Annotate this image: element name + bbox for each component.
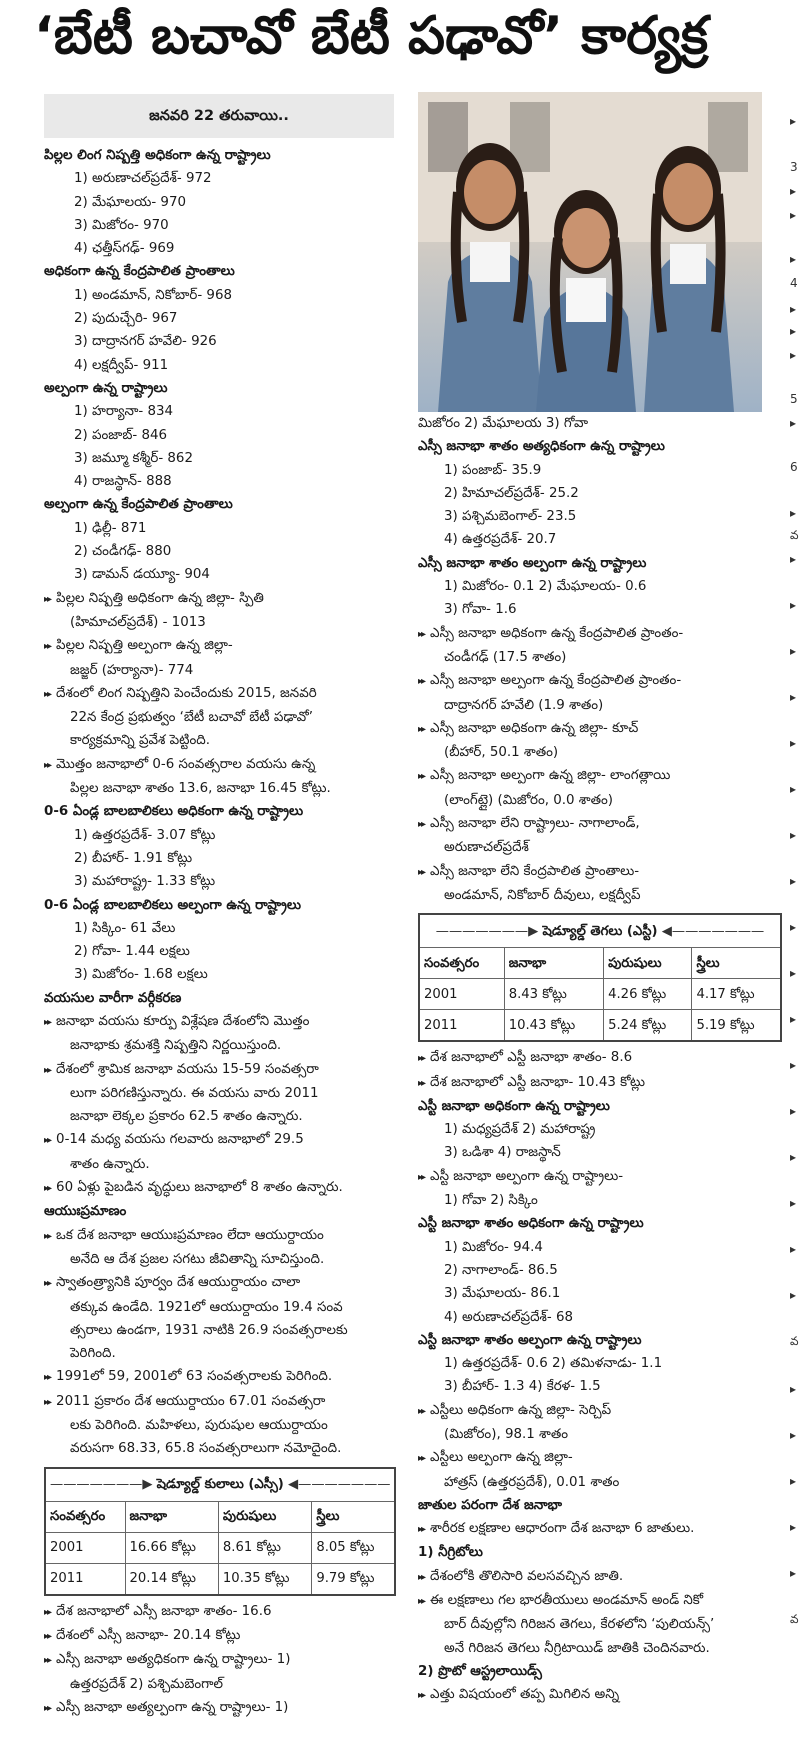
text-line: చండీగఢ్‌ (17.5 శాతం) [444,649,567,665]
table-caption [45,1468,395,1502]
bullet-line: ▸▸ ఎస్సీ జనాభా అల్పంగా ఉన్న కేంద్రపాలిత ప్రాంతం- [418,669,782,693]
bullet-line: ▸▸ ఎస్సీ జనాభా లేని కేంద్రపాలిత ప్రాంతాలు- [418,860,782,884]
text-line: మిజోరం 2) మేఘాలయ 3) గోవా [418,416,589,431]
next-column-edge: ▸ 3 ▸ ▸ ▸ 4 ▸ ▸ ▸ 5 ▸ 6 ▸ వ ▸ ▸ ▸ ▸ ▸ ▸ ▸ ▸ ▸ ▸ ▸ ▸ ▸ ▸ ▸ ▸ ▸ వ ▸ ▸ ▸ ▸ ▸ వ [790,114,799,1626]
column-right-after-table [418,1046,782,1707]
column-right-lines [418,412,782,907]
table-header-cell: జనాభా [125,1501,218,1532]
text-line: 2) గోవా- 1.44 లక్షలు [74,944,190,960]
table-cell: 8.05 కోట్లు [312,1532,396,1563]
bullet-line: ▸▸ ఈ లక్షణాలు గల భారతీయులు అండమాన్‌ అండ్‌ నికో [418,1589,782,1613]
bullet-line: ▸▸ ఎస్సీ జనాభా అధికంగా ఉన్న జిల్లా- కూచ్‌ [418,717,782,741]
section-heading: అధికంగా ఉన్న కేంద్రపాలిత ప్రాంతాలు [44,264,235,280]
table-cell: 9.79 కోట్లు [312,1563,396,1595]
text-line: వరుసగా 68.33, 65.8 సంవత్సరాలుగా నమోదైంది. [70,1441,342,1457]
table-cell: 8.61 కోట్లు [218,1532,311,1563]
table-header-cell: సంవత్సరం [45,1501,125,1532]
bullet-line: ▸▸ ఎస్టీలు అధికంగా ఉన్న జిల్లా- సెర్చిప్‌ [418,1399,782,1423]
text-line: 1) గోవా 2) సిక్కిం [444,1193,538,1209]
table-row [45,1532,395,1563]
table-cell: 5.24 కోట్లు [604,1010,692,1042]
table-header-cell: పురుషులు [218,1501,311,1532]
text-line: 4) లక్షద్వీప్‌- 911 [74,357,169,373]
text-line: (లాంగ్‌ట్లై) (మిజోరం, 0.0 శాతం) [444,792,614,808]
text-line: ఉత్తరప్రదేశ్‌ 2) పశ్చిమబెంగాల్‌ [70,1676,223,1692]
text-line: 2) పంజాబ్‌- 846 [74,427,168,443]
table-cell: 8.43 కోట్లు [504,979,603,1010]
arrow-left-icon: ◀——————— [657,923,765,939]
section-heading: 2) ప్రొటో ఆస్ట్రలాయిడ్స్‌ [418,1663,542,1679]
section-heading: పిల్లల లింగ నిష్పత్తి అధికంగా ఉన్న రాష్ట్రాలు [44,148,271,163]
text-line: 3) మిజోరం- 970 [74,217,169,233]
bullet-line: ▸▸ ఒక దేశ జనాభా ఆయుఃప్రమాణం లేదా ఆయుర్దాయం [44,1224,394,1248]
bullet-line: ▸▸ దేశ జనాభాలో ఎస్సీ జనాభా శాతం- 16.6 [44,1600,394,1624]
schoolgirls-illustration [418,92,762,412]
table-header-cell: జనాభా [504,948,603,979]
text-line: 3) మిజోరం- 1.68 లక్షలు [74,967,208,983]
column-left-lines [44,144,394,1461]
table-cell: 20.14 కోట్లు [125,1563,218,1595]
text-line: లకు పెరిగింది. మహిళలు, పురుషుల ఆయుర్దాయం [70,1418,328,1434]
sc-table [44,1467,396,1596]
text-line: 1) ఢిల్లీ- 871 [74,520,147,536]
text-line: 3) డామన్‌ డయ్యూ- 904 [74,567,210,583]
headline [0,0,800,86]
section-heading: 0-6 ఏండ్ల బాలబాలికలు అల్పంగా ఉన్న రాష్ట్రాలు [44,897,302,913]
text-line: 2) బీహార్‌- 1.91 కోట్లు [74,850,193,866]
text-line: 3) బీహార్‌- 1.3 4) కేరళ- 1.5 [444,1379,601,1395]
text-line: 1) పంజాబ్‌- 35.9 [444,462,542,478]
table-caption [419,914,781,948]
section-heading: 0-6 ఏండ్ల బాలబాలికలు అధికంగా ఉన్న రాష్ట్రాలు [44,804,304,820]
table-cell: 10.35 కోట్లు [218,1563,311,1595]
text-line: 2) హిమాచల్‌ప్రదేశ్‌- 25.2 [444,485,579,501]
text-line: జజ్జర్‌ (హర్యానా)- 774 [70,662,194,678]
text-line: 3) గోవా- 1.6 [444,602,517,618]
st-table [418,913,782,1042]
table-header-cell: పురుషులు [604,948,692,979]
arrow-left-icon: ◀——————— [283,1476,391,1492]
text-line: పిల్లల జనాభా శాతం 13.6, జనాభా 16.45 కోట్లు. [70,781,331,797]
text-line: 4) ఛత్తీస్‌గఢ్‌- 969 [74,241,175,257]
column-right [418,412,782,1708]
text-line: జనాభా లెక్కల ప్రకారం 62.5 శాతం ఉన్నారు. [70,1109,303,1125]
bullet-line: ▸▸ ఎస్టీలు అల్పంగా ఉన్న జిల్లా- [418,1446,782,1470]
table-header-row [45,1501,395,1532]
table-row [45,1563,395,1595]
bullet-line: ▸▸ ఎస్సీ జనాభా అత్యల్పంగా ఉన్న రాష్ట్రాలు- 1) [44,1696,394,1720]
text-line: బార్‌ దీవుల్లోని గిరిజన తెగలు, కేరళలోని ‘పులియన్స్‌’ [444,1617,715,1633]
arrow-right-icon: ———————▶ [50,1476,157,1492]
text-line: 3) మహారాష్ట్ర- 1.33 కోట్లు [74,874,216,890]
text-line: 4) అరుణాచల్‌ప్రదేశ్‌- 68 [444,1309,574,1325]
section-heading: వయసుల వారీగా వర్గీకరణ [44,990,182,1006]
bullet-line: ▸▸ దేశ జనాభాలో ఎస్టీ జనాభా శాతం- 8.6 [418,1046,782,1070]
text-line: శాతం ఉన్నారు. [70,1156,150,1172]
arrow-right-icon: ———————▶ [435,923,543,939]
text-line: 1) మిజోరం- 0.1 2) మేఘాలయ- 0.6 [444,579,647,595]
table-cell: 2001 [419,979,504,1010]
text-line: 3) దాద్రానగర్‌ హవేలి- 926 [74,334,217,350]
bullet-line: ▸▸ జనాభా వయసు కూర్పు విశ్లేషణ దేశంలోని మొత్తం [44,1010,394,1034]
section-heading: ఎస్సీ జనాభా శాతం అల్పంగా ఉన్న రాష్ట్రాలు [418,555,647,571]
text-line: 1) అరుణాచల్‌ప్రదేశ్‌- 972 [74,171,212,187]
text-line: 3) జమ్మూ కశ్మీర్‌- 862 [74,450,193,466]
continued-banner: జనవరి 22 తరువాయి.. [44,94,394,138]
table-header-cell: సంవత్సరం [419,948,504,979]
text-line: జనాభాకు శ్రమశక్తి నిష్పత్తిని నిర్ణయిస్తుంది. [70,1038,282,1054]
section-heading: ఎస్టీ జనాభా శాతం అల్పంగా ఉన్న రాష్ట్రాలు [418,1332,642,1348]
column-left [44,92,394,1720]
table-caption-text: షెడ్యూల్డ్‌ తెగలు (ఎస్టీ) [542,923,658,939]
section-heading: ఎస్సీ జనాభా శాతం అత్యధికంగా ఉన్న రాష్ట్రాలు [418,439,665,455]
table-cell: 2001 [45,1532,125,1563]
text-line: 1) ఉత్తరప్రదేశ్‌- 3.07 కోట్లు [74,827,216,843]
text-line: (హిమాచల్‌ప్రదేశ్‌) - 1013 [70,614,206,630]
text-line: 2) మేఘాలయ- 970 [74,194,186,210]
section-heading: 1) నీగ్రిటోలు [418,1545,483,1561]
text-line: అనేది ఆ దేశ ప్రజల సగటు జీవితాన్ని సూచిస్తుంది. [70,1251,325,1267]
column-left-after-table [44,1600,394,1720]
text-line: హాత్రస్‌ (ఉత్తరప్రదేశ్‌), 0.01 శాతం [444,1474,620,1490]
text-line: అనే గిరిజన తెగలు నీగ్రిటాయిడ్‌ జాతికి చెందినవారు. [444,1640,710,1656]
bullet-line: ▸▸ 1991లో 59, 2001లో 63 సంవత్సరాలకు పెరిగింది. [44,1365,394,1389]
text-line: 1) హర్యానా- 834 [74,404,174,420]
section-heading: అల్పంగా ఉన్న రాష్ట్రాలు [44,380,168,396]
table-cell: 16.66 కోట్లు [125,1532,218,1563]
bullet-line: ▸▸ పిల్లల నిష్పత్తి అధికంగా ఉన్న జిల్లా- స్పితి [44,587,394,611]
table-caption-text: షెడ్యూల్డ్‌ కులాలు (ఎస్సీ) [156,1476,284,1492]
text-line: 1) అండమాన్‌, నికోబార్‌- 968 [74,287,232,303]
bullet-line: ▸▸ దేశంలో ఎస్సీ జనాభా- 20.14 కోట్లు [44,1624,394,1648]
table-header-row [419,948,781,979]
section-heading: అల్పంగా ఉన్న కేంద్రపాలిత ప్రాంతాలు [44,497,233,513]
text-line: 4) ఉత్తరప్రదేశ్‌- 20.7 [444,532,557,548]
text-line: (మిజోరం), 98.1 శాతం [444,1426,569,1442]
text-line: 1) సిక్కిం- 61 వేలు [74,920,176,936]
text-line: 2) చండీగఢ్‌- 880 [74,544,172,560]
table-header-cell: స్త్రీలు [312,1501,396,1532]
bullet-line: ▸▸ దేశ జనాభాలో ఎస్టీ జనాభా- 10.43 కోట్లు [418,1071,782,1095]
bullet-line: ▸▸ ఎస్సీ జనాభా అత్యధికంగా ఉన్న రాష్ట్రాలు- 1) [44,1648,394,1672]
text-line: 3) మేఘాలయ- 86.1 [444,1286,561,1302]
headline-text: ‘బేటీ బచావో బేటీ పఢావో’ కార్యక్ర [34,6,709,66]
bullet-line: ▸▸ మొత్తం జనాభాలో 0-6 సంవత్సరాల వయసు ఉన్న [44,753,394,777]
bullet-line: ▸▸ ఎత్తు విషయంలో తప్ప మిగిలిన అన్ని [418,1683,782,1707]
bullet-line: ▸▸ ఎస్సీ జనాభా అధికంగా ఉన్న కేంద్రపాలిత ప్రాంతం- [418,622,782,646]
section-heading: ఎస్టీ జనాభా శాతం అధికంగా ఉన్న రాష్ట్రాలు [418,1216,644,1232]
text-line: 2) నాగాలాండ్‌- 86.5 [444,1262,558,1278]
text-line: తక్కువ ఉండేది. 1921లో ఆయుర్దాయం 19.4 సంవ [70,1299,343,1315]
table-cell: 2011 [419,1010,504,1042]
table-cell: 4.17 కోట్లు [692,979,781,1010]
table-row [419,979,781,1010]
bullet-line: ▸▸ ఎస్సీ జనాభా లేని రాష్ట్రాలు- నాగాలాండ్‌, [418,812,782,836]
bullet-line: ▸▸ స్వాతంత్ర్యానికి పూర్వం దేశ ఆయుర్దాయం చాలా [44,1271,394,1295]
bullet-line: ▸▸ శారీరక లక్షణాల ఆధారంగా దేశ జనాభా 6 జాతులు. [418,1517,782,1541]
bullet-line: ▸▸ ఎస్సీ జనాభా అల్పంగా ఉన్న జిల్లా- లాంగత్లాయి [418,764,782,788]
table-cell: 10.43 కోట్లు [504,1010,603,1042]
table-cell: 4.26 కోట్లు [604,979,692,1010]
table-cell: 5.19 కోట్లు [692,1010,781,1042]
text-line: 3) పశ్చిమబెంగాల్‌- 23.5 [444,509,577,525]
text-line: త్సరాలు ఉండగా, 1931 నాటికి 26.9 సంవత్సరాలకు [70,1322,348,1338]
text-line: 1) ఉత్తరప్రదేశ్‌- 0.6 2) తమిళనాడు- 1.1 [444,1356,663,1372]
section-heading: ఆయుఃప్రమాణం [44,1204,127,1220]
bullet-line: ▸▸ ఎస్టీ జనాభా అల్పంగా ఉన్న రాష్ట్రాలు- [418,1165,782,1189]
text-line: అరుణాచల్‌ప్రదేశ్‌ [444,840,529,856]
bullet-line: ▸▸ 60 ఏళ్లు పైబడిన వృద్ధులు జనాభాలో 8 శాతం ఉన్నారు. [44,1176,394,1200]
table-cell: 2011 [45,1563,125,1595]
text-line: లుగా పరిగణిస్తున్నారు. ఈ వయసు వారు 2011 [70,1085,319,1101]
bullet-line: ▸▸ దేశంలో లింగ నిష్పత్తిని పెంచేందుకు 2015, జనవరి [44,682,394,706]
text-line: 2) పుదుచ్చేరి- 967 [74,311,178,327]
bullet-line: ▸▸ 0-14 మధ్య వయసు గలవారు జనాభాలో 29.5 [44,1128,394,1152]
section-heading: ఎస్టీ జనాభా అధికంగా ఉన్న రాష్ట్రాలు [418,1098,610,1114]
bullet-line: ▸▸ దేశంలో శ్రామిక జనాభా వయసు 15-59 సంవత్సరా [44,1058,394,1082]
text-line: 4) రాజస్థాన్‌- 888 [74,474,172,490]
text-line: పెరిగింది. [70,1346,116,1362]
text-line: కార్యక్రమాన్ని ప్రవేశ పెట్టింది. [70,733,210,749]
table-row [419,1010,781,1042]
text-line: అండమాన్‌, నికోబార్‌ దీవులు, లక్షద్వీప్‌ [444,887,641,903]
table-header-cell: స్త్రీలు [692,948,781,979]
bullet-line: ▸▸ పిల్లల నిష్పత్తి అల్పంగా ఉన్న జిల్లా- [44,634,394,658]
schoolgirls-photo [418,92,762,412]
text-line: 22న కేంద్ర ప్రభుత్వం ‘బేటీ బచావో బేటీ పఢావో’ [70,710,313,726]
text-line: 1) మధ్యప్రదేశ్‌ 2) మహారాష్ట్ర [444,1122,596,1138]
text-line: దాద్రానగర్‌ హవేలి (1.9 శాతం) [444,697,604,713]
text-line: 1) మిజోరం- 94.4 [444,1239,543,1255]
text-line: (బీహార్‌, 50.1 శాతం) [444,745,559,761]
bullet-line: ▸▸ దేశంలోకి తొలిసారి వలసవచ్చిన జాతి. [418,1565,782,1589]
bullet-line: ▸▸ 2011 ప్రకారం దేశ ఆయుర్దాయం 67.01 సంవత్సరా [44,1390,394,1414]
text-line: 3) ఒడిశా 4) రాజస్థాన్‌ [444,1145,561,1161]
section-heading: జాతుల పరంగా దేశ జనాభా [418,1497,562,1513]
